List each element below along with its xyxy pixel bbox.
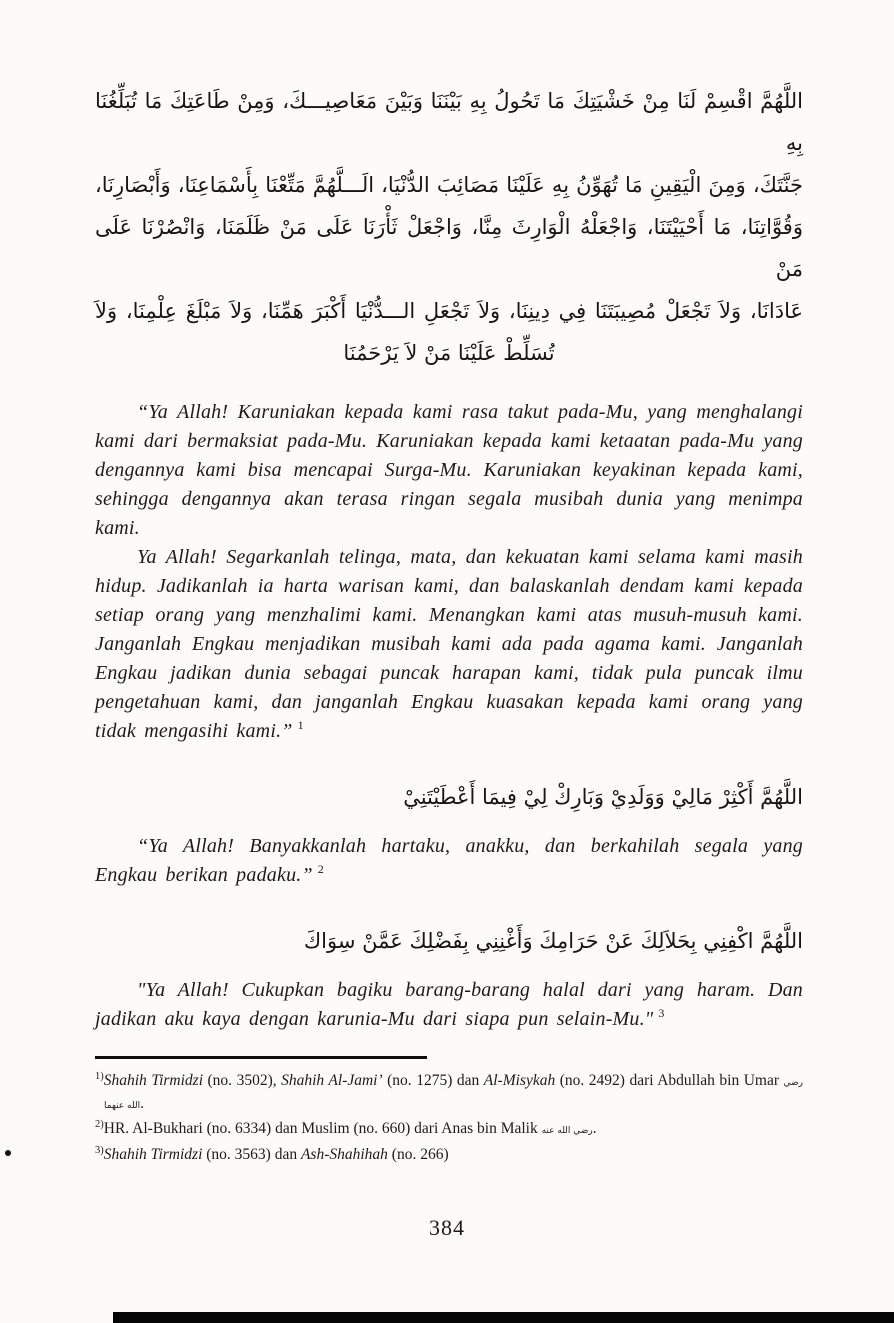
translation-2-paragraph: [95, 832, 803, 890]
footnote-text-segment: (no. 3563) dan: [202, 1145, 301, 1163]
translation-1-paragraph-1: [95, 398, 803, 543]
footnote-text-segment: (no. 1275) dan: [382, 1072, 484, 1090]
translation-1-paragraph-2: [95, 543, 803, 746]
footnote-ref-1: 1: [297, 718, 304, 733]
footnote-text-segment: HR. Al-Bukhari (no. 6334) dan Muslim (no. 660) dari Anas bin Malik: [103, 1120, 542, 1138]
footnote-ref-3: 3: [658, 1006, 665, 1021]
footnote-2-text: [104, 1120, 597, 1137]
arabic-dua-1: [95, 80, 803, 374]
footnote-text-segment: رضي الله عنه: [541, 1126, 593, 1137]
page-content: [95, 80, 803, 1168]
footnote-1: [95, 1069, 803, 1115]
footnote-2-marker: 2): [95, 1119, 104, 1131]
footnote-text-segment: Shahih Tirmidzi: [103, 1072, 204, 1090]
arabic-dua-1-line-2: جَنَّتَكَ، وَمِنَ الْيَقِينِ مَا تُهَوِّنُ بِهِ عَلَيْنَا مَصَائِبَ الدُّنْيَا، الَـــلَّهُمَّ مَتِّعْنَا بِأَسْمَاعِنَا، وَأَبْصَارِنَا،: [95, 173, 803, 197]
footnote-text-segment: .: [140, 1094, 144, 1112]
footnote-text-segment: Ash-Shahihah: [300, 1145, 388, 1163]
footnotes-section: [95, 1069, 803, 1166]
footnote-3: [95, 1143, 803, 1167]
footnote-text-segment: Al-Misykah: [483, 1072, 556, 1090]
footnote-text-segment: Shahih Al-Jami’: [281, 1072, 383, 1090]
translation-3-paragraph: [95, 976, 803, 1034]
footnote-separator-rule: [95, 1056, 427, 1059]
scan-artifact-dot: [5, 1150, 11, 1156]
footnote-ref-2: 2: [317, 862, 324, 877]
page-number: 384: [429, 1215, 465, 1240]
footnote-text-segment: (no. 3502),: [203, 1072, 282, 1090]
translation-3-text: "Ya Allah! Cukupkan bagiku barang-barang halal dari yang haram. Dan jadikan aku kaya dengan karunia-Mu dari siapa pun selain-Mu.": [95, 979, 803, 1030]
footnote-text-segment: Shahih Tirmidzi: [103, 1145, 203, 1163]
footnote-text-segment: .: [592, 1120, 597, 1138]
footnote-text-segment: (no. 2492) dari Abdullah bin Umar: [555, 1072, 784, 1090]
footnote-text-segment: (no. 266): [387, 1145, 449, 1163]
translation-2-text: “Ya Allah! Banyakkanlah hartaku, anakku, dan berkahilah segala yang Engkau berikan padaku.”: [95, 835, 803, 886]
arabic-dua-1-line-4: عَادَانَا، وَلاَ تَجْعَلْ مُصِيبَتَنَا فِي دِينِنَا، وَلاَ تَجْعَلِ الـــدُّنْيَا أَكْبَرَ هَمِّنَا، وَلاَ مَبْلَغَ عِلْمِنَا، وَلاَ: [95, 299, 803, 323]
arabic-dua-2: اللَّهُمَّ أَكْثِرْ مَالِيْ وَوَلَدِيْ وَبَارِكْ لِيْ فِيمَا أَعْطَيْتَنِيْ: [403, 785, 803, 809]
footnote-3-text: [104, 1146, 449, 1163]
footnote-1-marker: 1): [95, 1071, 104, 1082]
arabic-dua-3: اللَّهُمَّ اكْفِنِي بِحَلاَلِكَ عَنْ حَرَامِكَ وَأَغْنِنِي بِفَضْلِكَ عَمَّنْ سِوَاكَ: [303, 929, 803, 953]
arabic-dua-1-line-1: اللَّهُمَّ اقْسِمْ لَنَا مِنْ خَشْيَتِكَ مَا تَحُولُ بِهِ بَيْنَنَا وَبَيْنَ مَعَاصِيـــكَ، وَمِنْ طَاعَتِكَ مَا تُبَلِّغُنَا بِهِ: [95, 89, 803, 155]
arabic-dua-1-line-3: وَقُوَّاتِنَا، مَا أَحْيَيْتَنَا، وَاجْعَلْهُ الْوَارِثَ مِنَّا، وَاجْعَلْ ثَأْرَنَا عَلَى مَنْ ظَلَمَنَا، وَانْصُرْنَا عَلَى مَنْ: [95, 215, 803, 281]
footnote-2: [95, 1117, 803, 1141]
translation-1-paragraph-1-text: “Ya Allah! Karuniakan kepada kami rasa takut pada-Mu, yang menghalangi kami dari bermaksiat pada-Mu. Karuniakan kepada kami ketaatan pada-Mu yang dengannya kami bisa mencapai Surga-Mu. Karuniakan keyakinan kepada kami, sehingga dengannya akan terasa ringan segala musibah dunia yang menimpa kami.: [95, 401, 803, 539]
scan-artifact-bottom-bar: [113, 1312, 894, 1323]
translation-1-paragraph-2-text: Ya Allah! Segarkanlah telinga, mata, dan kekuatan kami selama kami masih hidup. Jadikanlah ia harta warisan kami, dan balaskanlah dendam kami kepada setiap orang yang menzhalimi kami. Menangkan kami atas musuh-musuh kami. Janganlah Engkau menjadikan musibah kami ada pada agama kami. Janganlah Engkau jadikan dunia sebagai puncak harapan kami, tidak pula puncak ilmu pengetahuan kami, dan janganlah Engkau kuasakan kepada kami orang yang tidak mengasihi kami.”: [95, 546, 803, 742]
arabic-dua-1-line-5: تُسَلِّطْ عَلَيْنَا مَنْ لاَ يَرْحَمُنَا: [343, 341, 555, 365]
footnote-3-marker: 3): [95, 1144, 104, 1156]
footnote-text-segment: رضي الله عنهما: [104, 1078, 804, 1111]
footnote-1-text: [104, 1072, 803, 1111]
